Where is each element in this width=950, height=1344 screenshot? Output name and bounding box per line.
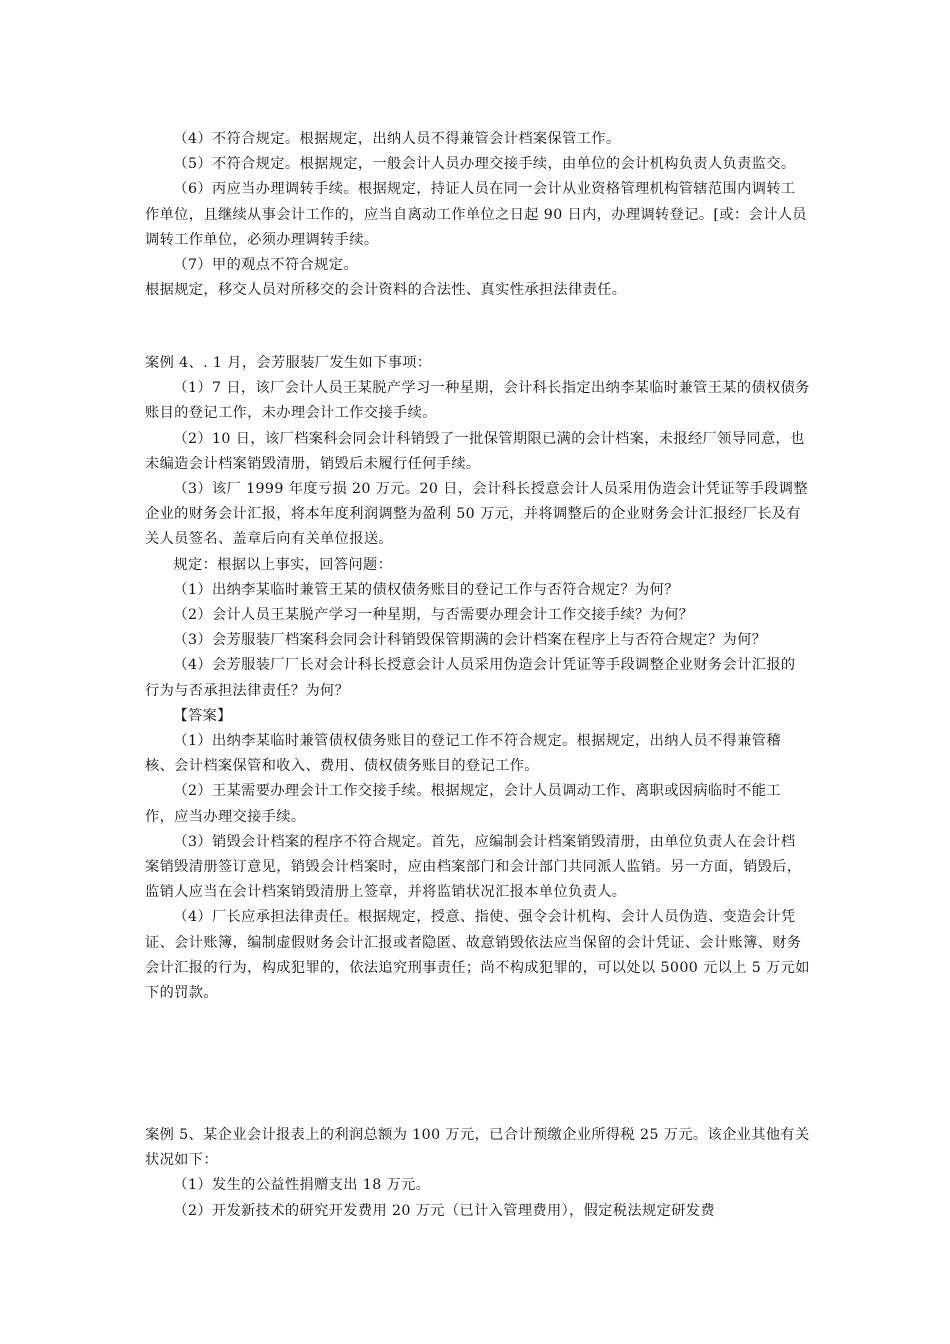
answer-item-7-basis: 根据规定，移交人员对所移交的会计资料的合法性、真实性承担法律责任。 [145,282,627,299]
case-4-question-2: （2）会计人员王某脱产学习一种星期，与否需要办理会计工作交接手续？为何？ [173,607,694,624]
case-4-question-4: （4）会芳服装厂厂长对会计科长授意会计人员采用伪造会计凭证等手段调整企业财务会计汇报的行为与否承担法律责任？为何？ [145,657,796,699]
case-5-section [145,1123,810,1224]
case-4-answer-2: （2）王某需要办理会计工作交接手续。根据规定，会计人员调动工作、离职或因病临时不能工作，应当办理交接手续。 [145,783,781,825]
case-4-question-3: （3）会芳服装厂档案科会同会计科销毁保管期满的会计档案在程序上与否符合规定？为何？ [173,632,767,649]
case-5-heading: 案例 5、某企业会计报表上的利润总额为 100 万元，已合计预缴企业所得税 25 万元。该企业其他有关状况如下： [145,1127,810,1169]
case-4-answer-4: （4）厂长应承担法律责任。根据规定，授意、指使、强令会计机构、会计人员伪造、变造会计凭证、会计账簿，编制虚假财务会计汇报或者隐匿、故意销毁依法应当保留的会计凭证、会计账簿、财务会计汇报的行为，构成犯罪的，依法追究刑事责任；尚不构成犯罪的，可以处以 5000 元以上 5 万元如下的罚款。 [145,909,810,1002]
answer-item-4: （4）不符合规定。根据规定，出纳人员不得兼管会计档案保管工作。 [173,131,621,147]
answer-continuation-section [145,127,810,303]
case-4-event-2: （2）10 日，该厂档案科会同会计科销毁了一批保管期限已满的会计档案，未报经厂领导同意，也未编造会计档案销毁清册，销毁后未履行任何手续。 [145,430,805,472]
answer-item-7: （7）甲的观点不符合规定。 [173,257,358,274]
answer-item-5: （5）不符合规定。根据规定，一般会计人员办理交接手续，由单位的会计机构负责人负责监交。 [173,156,796,173]
answer-item-6: （6）丙应当办理调转手续。根据规定，持证人员在同一会计从业资格管理机构管辖范围内调转工作单位，且继续从事会计工作的，应当自离动工作单位之日起 90 日内，办理调转登记。[或：会计人员调转工作单位，必须办理调转手续。 [145,181,807,248]
case-4-heading: 案例 4、. 1 月，会芳服装厂发生如下事项： [145,355,432,371]
case-4-event-3: （3）该厂 1999 年度亏损 20 万元。20 日，会计科长授意会计人员采用伪造会计凭证等手段调整企业的财务会计汇报，将本年度利润调整为盈利 50 万元，并将调整后的企业财务会计汇报经厂长及有关人员签名、盖章后向有关单位报送。 [145,481,808,548]
case-4-requirement: 规定：根据以上事实，回答问题： [173,556,393,573]
case-4-question-1: （1）出纳李某临时兼管王某的债权债务账目的登记工作与否符合规定？为何？ [173,581,679,598]
case-4-answer-1: （1）出纳李某临时兼管债权债务账目的登记工作不符合规定。根据规定，出纳人员不得兼管稽核、会计档案保管和收入、费用、债权债务账目的登记工作。 [145,733,781,775]
case-4-section [145,351,810,1006]
case-4-answer-3: （3）销毁会计档案的程序不符合规定。首先，应编制会计档案销毁清册，由单位负责人在会计档案销毁清册签订意见，销毁会计档案时，应由档案部门和会计部门共同派人监销。另一方面，销毁后，监销人应当在会计档案销毁清册上签章，并将监销状况汇报本单位负责人。 [145,833,802,901]
case-4-answer-heading: 【答案】 [173,707,232,724]
case-4-event-1: （1）7 日，该厂会计人员王某脱产学习一种星期，会计科长指定出纳李某临时兼管王某的债权债务账目的登记工作，未办理会计工作交接手续。 [145,380,810,422]
case-5-item-1: （1）发生的公益性捐赠支出 18 万元。 [173,1177,431,1194]
case-5-item-2: （2）开发新技术的研究开发费用 20 万元（已计入管理费用），假定税法规定研发费 [173,1202,715,1219]
